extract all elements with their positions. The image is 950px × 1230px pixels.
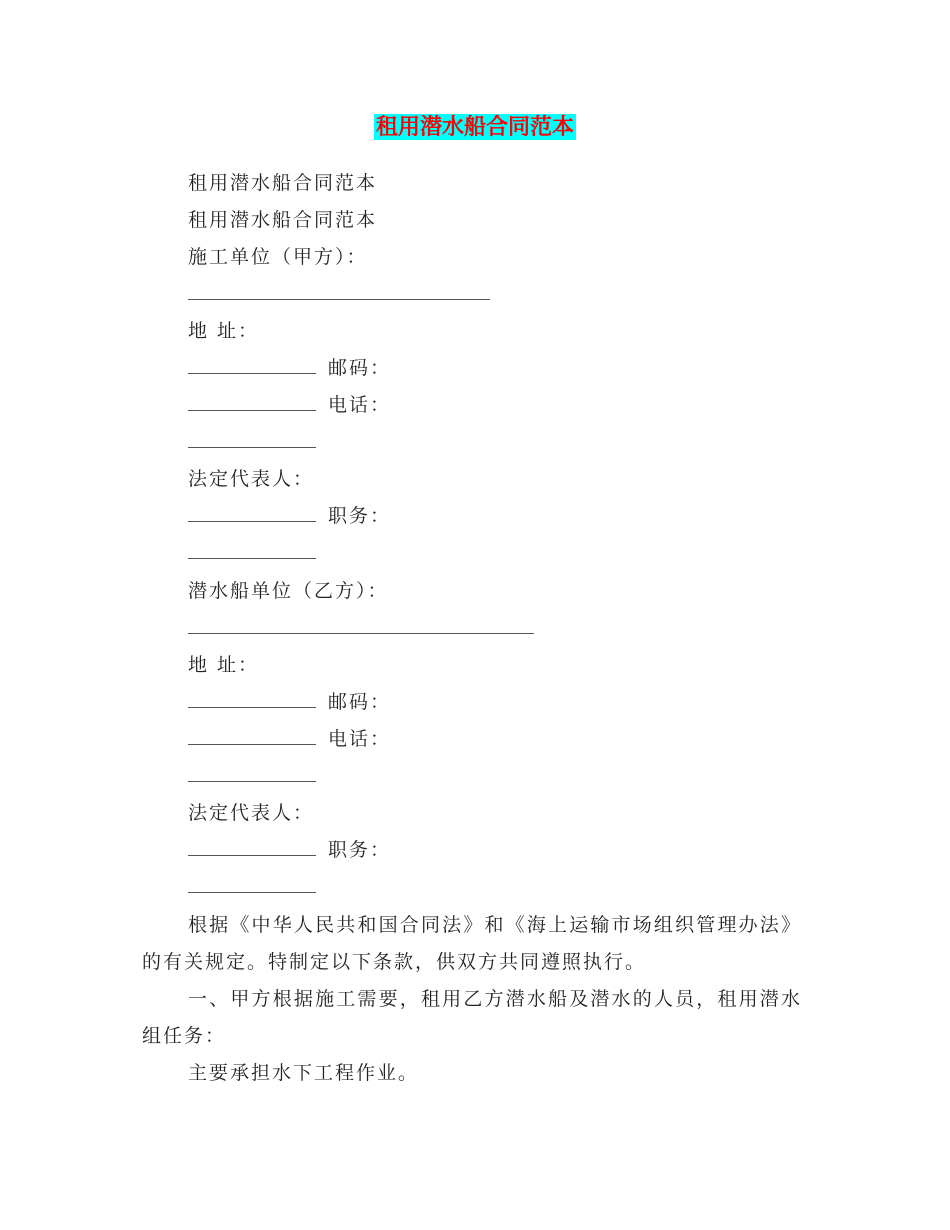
party-b-position-field xyxy=(188,874,316,893)
party-b-position-blank xyxy=(188,874,328,900)
party-a-phone-blank xyxy=(188,429,328,455)
party-b-address-label: 地 址： xyxy=(188,654,260,676)
party-b-position-row xyxy=(188,837,391,863)
page-title xyxy=(0,112,950,142)
party-a-legal-rep-label: 法定代表人： xyxy=(188,468,315,490)
party-b-phone-label: 电话： xyxy=(328,728,392,750)
party-a-phone-label: 电话： xyxy=(328,394,392,416)
paragraph-scope: 主要承担水下工程作业。 xyxy=(188,1062,420,1084)
party-b-postcode-field xyxy=(188,726,316,745)
party-a-legal-rep-field xyxy=(188,503,316,522)
party-a-position-row xyxy=(188,503,391,529)
party-a-name-blank xyxy=(188,281,490,307)
party-b-address-field xyxy=(188,689,316,708)
page-title-text: 租用潜水船合同范本 xyxy=(375,114,574,140)
party-a-name-field xyxy=(188,281,490,300)
intro-line-1: 租用潜水船合同范本 xyxy=(188,172,378,194)
party-a-phone-row xyxy=(188,392,391,418)
party-a-address-label: 地 址： xyxy=(188,320,260,342)
party-b-heading: 潜水船单位（乙方）： xyxy=(188,580,389,602)
party-a-position-field xyxy=(188,540,316,559)
party-b-legal-rep-label: 法定代表人： xyxy=(188,802,315,824)
party-a-postcode-field xyxy=(188,392,316,411)
party-a-postcode-label: 邮码： xyxy=(328,357,392,379)
party-b-postcode-label: 邮码： xyxy=(328,691,392,713)
party-b-name-field xyxy=(188,615,534,634)
party-a-heading: 施工单位（甲方）： xyxy=(188,246,368,268)
paragraph-legal-basis: 根据《中华人民共和国合同法》和《海上运输市场组织管理办法》的有关规定。特制定以下条款，供双方共同遵照执行。 xyxy=(142,914,802,973)
party-b-phone-field xyxy=(188,763,316,782)
party-a-position-label: 职务： xyxy=(328,505,392,527)
party-b-phone-blank xyxy=(188,763,328,789)
party-a-position-blank xyxy=(188,540,328,566)
party-b-postcode-row xyxy=(188,689,391,715)
party-b-name-blank xyxy=(188,615,534,641)
party-b-position-label: 职务： xyxy=(328,839,392,861)
paragraph-clause-1: 一、甲方根据施工需要，租用乙方潜水船及潜水的人员，租用潜水组任务： xyxy=(142,988,802,1047)
intro-line-2: 租用潜水船合同范本 xyxy=(188,209,378,231)
party-b-phone-row xyxy=(188,726,391,752)
party-a-address-field xyxy=(188,355,316,374)
party-b-legal-rep-field xyxy=(188,837,316,856)
party-a-phone-field xyxy=(188,429,316,448)
party-a-postcode-row xyxy=(188,355,391,381)
